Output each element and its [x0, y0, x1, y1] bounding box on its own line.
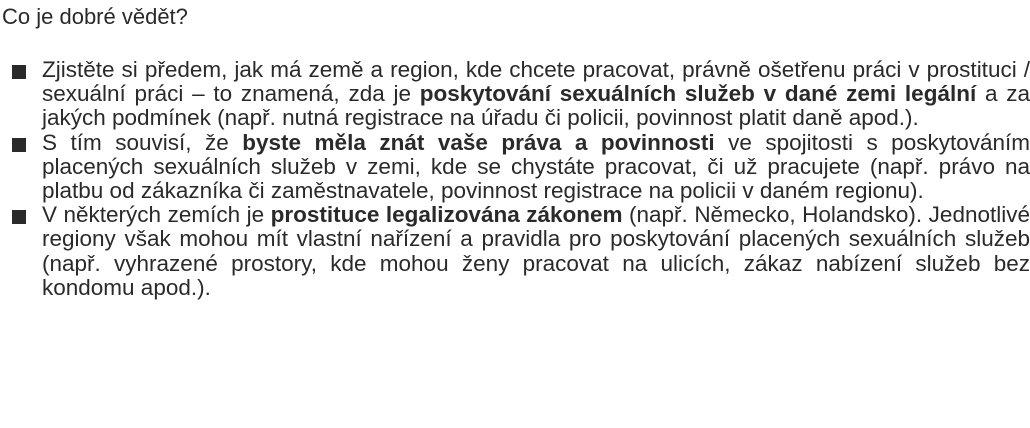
item-text-regular: a za jakých podmínek (např. nutná registrace na úřadu či policii, povinnost platit daně apod.). — [42, 81, 1030, 131]
square-bullet-icon — [12, 138, 26, 152]
item-text-regular: S tím souvisí, že — [42, 129, 243, 155]
item-text-bold: prostituce legalizována zákonem — [270, 202, 623, 228]
item-text-regular: V některých zemích je — [42, 202, 271, 228]
list-item — [0, 203, 1030, 300]
item-text-regular: Zjistěte si předem, jak má země a region, kde chcete pracovat, právně ošetřenu práci v prostituci / sexuální práci – to znamená, zda je — [42, 57, 1030, 107]
square-bullet-icon — [12, 210, 26, 224]
list-item-text — [42, 202, 1030, 300]
list-item-text — [42, 130, 1030, 203]
page-heading: Co je dobré vědět? — [2, 4, 188, 29]
list-item-text — [42, 57, 1030, 130]
square-bullet-icon — [12, 65, 26, 79]
item-text-bold: poskytování sexuálních služeb v dané zemi legální — [419, 81, 977, 107]
item-text-regular: (např. Německo, Holandsko). Jednotlivé regiony však mohou mít vlastní nařízení a pravidla pro poskytování placených sexuálních služeb (např. vyhrazené prostory, kde mohou ženy pracovat na ulicích, zákaz nabízení služeb bez kondomu apod.). — [42, 202, 1030, 300]
item-text-bold: byste měla znát vaše práva a povinnosti — [242, 129, 715, 155]
item-text-regular: ve spojitosti s poskytováním placených sexuálních služeb v zemi, kde se chystáte pracovat, či už pracujete (např. právo na platbu od zákazníka či zaměstnavatele, povinnost registrace na policii v daném regionu). — [42, 129, 1030, 204]
list-item — [0, 131, 1030, 204]
list-item — [0, 58, 1030, 131]
info-list — [0, 58, 1030, 300]
